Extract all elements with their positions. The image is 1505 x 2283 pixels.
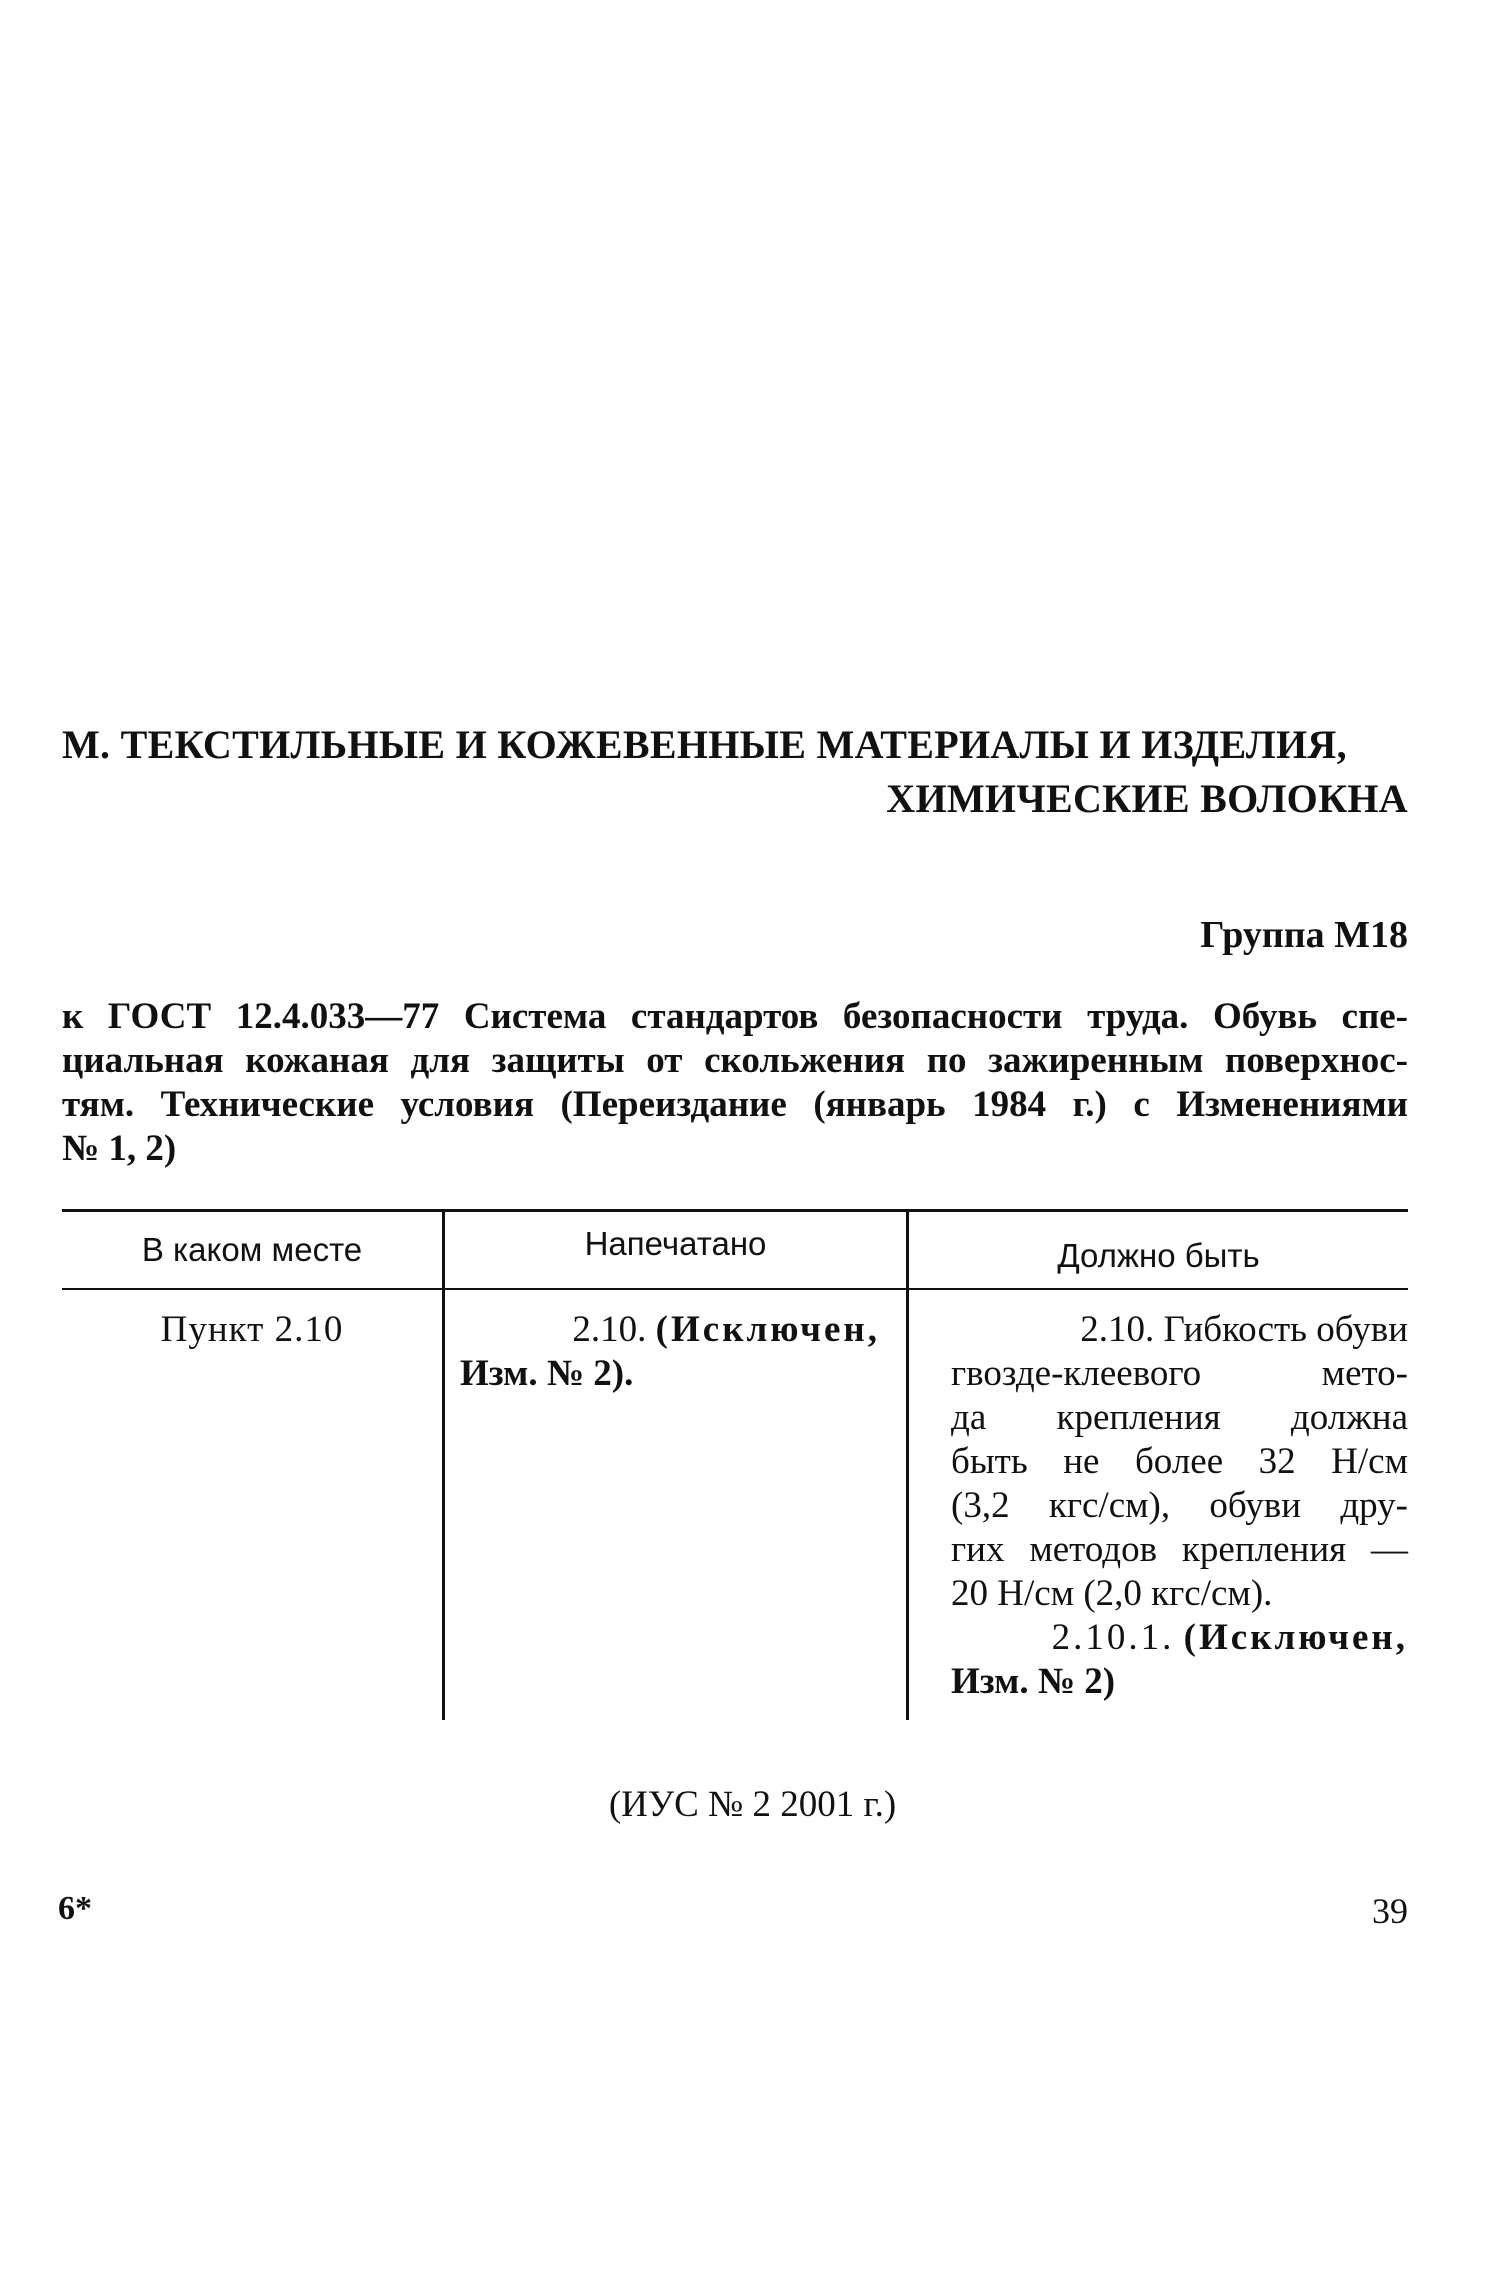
gost-title-line: к ГОСТ 12.4.033—77 Система стандартов безопасности труда. Обувь спе-: [62, 996, 1408, 1037]
printed-line: [460, 1308, 880, 1352]
gost-title-line: циальная кожаная для защиты от скольжения по зажиренным поверхнос-: [62, 1040, 1408, 1081]
place-text: Пункт 2.10: [160, 1309, 344, 1350]
should-be-line: 20 Н/см (2,0 кгс/см).: [951, 1573, 1273, 1614]
should-be-line: да крепления должна: [951, 1397, 1408, 1438]
should-be-excluded: (Исключен,: [1183, 1617, 1408, 1658]
should-be-line: (3,2 кгс/см), обуви дру-: [951, 1485, 1408, 1526]
gost-title: [62, 995, 1408, 1171]
table-cell-printed: [460, 1308, 880, 1396]
table-column-divider-1: [442, 1209, 445, 1720]
gost-title-line: тям. Технические условия (Переиздание (январь 1984 г.) с Изменениями: [62, 1084, 1408, 1125]
printed-item-number: 2.10.: [572, 1309, 647, 1350]
should-be-line: [951, 1616, 1408, 1660]
table-header-should-be: Должно быть: [1057, 1237, 1260, 1274]
should-be-line: гих методов крепления —: [951, 1529, 1408, 1570]
section-heading: [62, 718, 1408, 826]
group-label: Группа М18: [1200, 914, 1408, 956]
table-cell-place: [62, 1308, 442, 1352]
table-cell-should-be: [951, 1308, 1408, 1704]
should-be-line: гвозде-клеевого мето-: [951, 1353, 1408, 1394]
gost-title-line: № 1, 2): [62, 1128, 177, 1169]
should-be-line: 2.10. Гибкость обуви: [1080, 1309, 1408, 1350]
printed-change-ref: Изм. № 2).: [460, 1353, 634, 1394]
should-be-line: быть не более 32 Н/см: [951, 1441, 1408, 1482]
signature-mark: 6*: [58, 1890, 92, 1927]
should-be-subitem-number: 2.10.1.: [1051, 1617, 1175, 1658]
section-heading-line-2: ХИМИЧЕСКИЕ ВОЛОКНА: [886, 776, 1408, 821]
table-top-rule: [62, 1209, 1408, 1212]
page-number: 39: [1372, 1891, 1408, 1931]
table-header-rule: [62, 1288, 1408, 1290]
ius-note: (ИУС № 2 2001 г.): [608, 1784, 897, 1825]
table-column-divider-2: [906, 1209, 909, 1720]
printed-excluded: (Исключен,: [655, 1309, 880, 1350]
should-be-change-ref: Изм. № 2): [951, 1661, 1116, 1702]
table-header-printed: Напечатано: [584, 1225, 767, 1262]
section-heading-line-1: М. ТЕКСТИЛЬНЫЕ И КОЖЕВЕННЫЕ МАТЕРИАЛЫ И ИЗДЕЛИЯ,: [62, 722, 1347, 767]
table-header-place: В каком месте: [141, 1231, 363, 1268]
